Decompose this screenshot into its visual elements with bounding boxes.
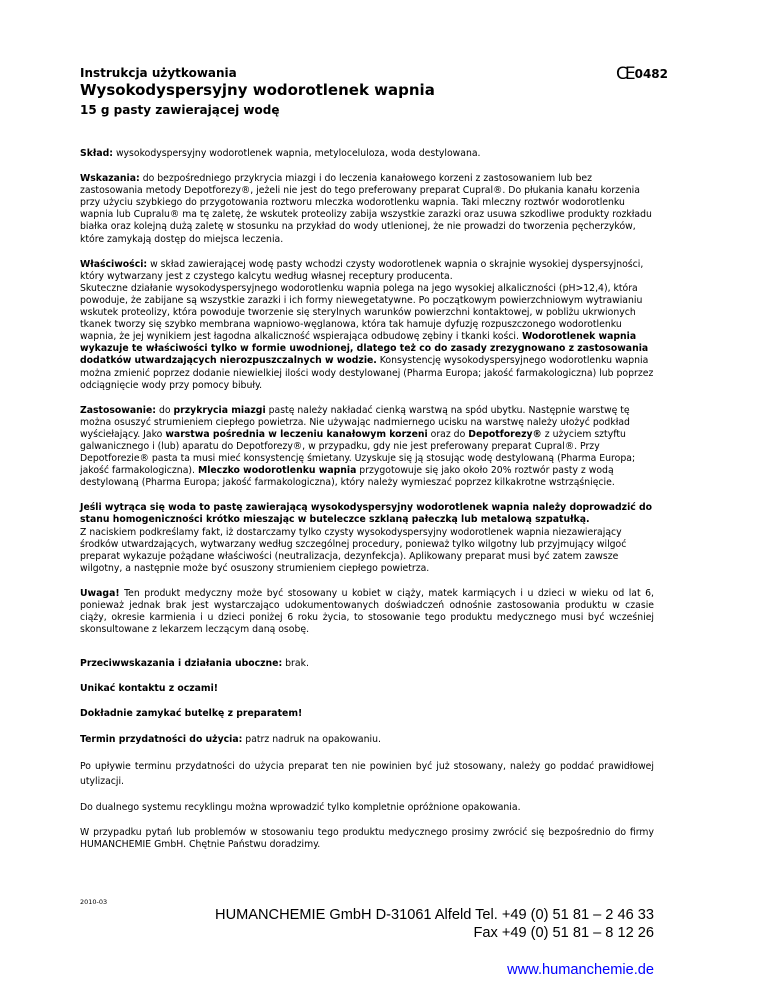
wlasciwosci-label: Właściwości: xyxy=(80,258,148,270)
document-subtitle: 15 g pasty zawierającej wodę xyxy=(80,103,280,117)
section-recykling: Do dualnego systemu recyklingu można wprowadzić tylko kompletnie opróżnione opakowania. xyxy=(80,801,521,813)
sklad-label: Skład: xyxy=(80,148,113,159)
section-uwaga xyxy=(80,588,654,636)
wskazania-text: do bezpośredniego przykrycia miazgi i do leczenia kanałowego korzeni z zastosowaniem lub bez zastosowania metody Depotforezy®, jeżeli nie jest do tego preferowany preparat Cupral®. Do płukania kanału korzenia przy użyciu szybkiego do przygotowania roztworu mleczka wodorotlenku wapnia. Taki mleczny roztwór wodorotlenku wapnia lub Cupralu® ma tę zaletę, że wskutek proteolizy zabija wszystkie zarazki oraz usuwa szkodliwe produkty rozkładu białka oraz kolejną dużą zaletę w stosunku na przykład do wody utlenionej, że nie prowadzi do tworzenia pęcherzyków, które zamykają dostęp do miejsca leczenia. xyxy=(80,173,652,245)
warning-close-bottle: Dokładnie zamykać butelkę z preparatem! xyxy=(80,708,303,720)
ce-number: 0482 xyxy=(634,67,668,81)
wlasciwosci-text3: Konsystencję wysokodyspersyjnego wodorotlenku wapnia można zmienić poprzez dodanie niewielkiej ilości wody destylowanej (Pharma Europa; jakość farmakologiczna) lub poprzez odciągnięcie wody przy pomocy bibuły. xyxy=(80,355,654,391)
company-line-tel: HUMANCHEMIE GmbH D-31061 Alfeld Tel. +49 (0) 51 81 – 2 46 33 xyxy=(215,906,654,923)
zastosowanie-b3: Depotforezy® xyxy=(468,428,542,440)
document-date: 2010-03 xyxy=(80,898,108,906)
warning-eyes: Unikać kontaktu z oczami! xyxy=(80,683,219,695)
section-pytania: W przypadku pytań lub problemów w stosowaniu tego produktu medycznego prosimy zwrócić się bezpośrednio do firmy HUMANCHEMIE GmbH. Chętnie Państwu doradzimy. xyxy=(80,826,654,850)
przeciw-text: brak. xyxy=(282,658,309,670)
wlasciwosci-bold: Wodorotlenek wapnia wykazuje te właściwości tylko w formie uwodnionej, dlatego też co do zasady zrezygnowano z zastosowania dodatków utwardzających nierozpuszczalnych w wodzie. xyxy=(80,331,649,367)
company-contact xyxy=(80,906,654,942)
zastosowanie-b2: warstwa pośrednia w leczeniu kanałowym korzeni xyxy=(165,428,428,440)
przeciw-label: Przeciwwskazania i działania uboczne: xyxy=(80,658,283,670)
zastosowanie-t4: z użyciem sztyftu galwanicznego i (lub) aparatu do Depotforezy®, w przypadku, gdy nie jest preferowany preparat Cupral®. Przy Depotforezie® pasta ta musi mieć konsystencję śmietany. Uzyskuje się ją stosując wodę destylowaną (Pharma Europa; jakość farmakologiczna). xyxy=(80,428,636,477)
company-line-fax: Fax +49 (0) 51 81 – 8 12 26 xyxy=(473,924,654,941)
section-wskazania xyxy=(80,173,654,246)
woda-bold: Jeśli wytrąca się woda to pastę zawierającą wysokodyspersyjny wodorotlenek wapnia należy doprowadzić do stanu homogeniczności krótko mieszając w buteleczce szklaną pałeczką lub metalową szpatułką. xyxy=(80,502,653,526)
termin-text: patrz nadruk na opakowaniu. xyxy=(242,733,381,745)
company-website-link[interactable]: www.humanchemie.de xyxy=(507,961,654,978)
wlasciwosci-text2: Skuteczne działanie wysokodyspersyjnego wodorotlenku wapnia polega na jego wysokiej alkaliczności (pH>12,4), która powoduje, że zabijane są wszystkie zarazki i ich formy niewegetatywne. Po początkowym powierzchniowym wytrawianiu wskutek proteolizy, która powoduje tworzenie się sterylnych warunków powierzchni kontaktowej, w pobliżu ukrwionych tkanek tworzy się szybko membrana wapniowo-węglanowa, która tak hamuje dyfuzję rozpuszczonego wodorotlenku wapnia, że jej wynikiem jest łagodna alkaliczność wspierająca odbudowę zębiny i tkanki kości. xyxy=(80,282,643,343)
document-header xyxy=(80,66,654,118)
termin-label: Termin przydatności do użycia: xyxy=(80,733,243,745)
woda-text: Z naciskiem podkreślamy fakt, iż dostarczamy tylko czysty wysokodyspersyjny wodorotlenek wapnia niezawierający środków utwardzających, wytwarzany według szczególnej procedury, ponieważ tylko wilgotny lub przyjmujący wilgoć preparat wykazuje pożądane właściwości (neutralizacja, dezynfekcja). Aplikowany preparat musi być zatem zawsze wilgotny, a następnie może być osuszony strumieniem ciepłego powietrza. xyxy=(80,526,627,574)
zastosowanie-b1: przykrycia miazgi xyxy=(173,404,266,416)
uwaga-label: Uwaga! xyxy=(80,587,120,599)
zastosowanie-label: Zastosowanie: xyxy=(80,404,156,416)
wlasciwosci-text1: w skład zawierającej wodę pasty wchodzi czysty wodorotlenek wapnia o skrajnie wysokiej dyspersyjności, który wytwarzany jest z czystego kalcytu według własnej receptury producenta. xyxy=(80,258,644,282)
wskazania-label: Wskazania: xyxy=(80,173,140,185)
header-label: Instrukcja użytkowania xyxy=(80,66,237,80)
zastosowanie-t3: oraz do xyxy=(427,428,469,440)
section-termin xyxy=(80,734,654,746)
section-woda xyxy=(80,502,654,575)
section-sklad xyxy=(80,148,654,160)
section-wlasciwosci xyxy=(80,259,654,392)
ce-marking xyxy=(616,64,668,84)
section-zastosowanie xyxy=(80,405,654,490)
uwaga-text: Ten produkt medyczny może być stosowany u kobiet w ciąży, matek karmiących i u dzieci w wieku od lat 6, ponieważ jednak brak jest wystarczająco udokumentowanych doświadczeń odnośnie zastosowania produktu w czasie ciąży, okresie karmienia i u dzieci poniżej 6 roku życia, to stosowanie tego produktu medycznego musi być wcześniej skonsultowane z lekarzem leczącym daną osobę. xyxy=(80,587,654,636)
ce-mark-icon: CE xyxy=(615,64,633,84)
zastosowanie-t5: przygotowuje się jako około 20% roztwór pasty z wodą destylowaną (Pharma Europa; jakość farmakologiczna), który należy wymieszać poprzez kilkakrotne wstrząśnięcie. xyxy=(80,465,615,489)
document-title: Wysokodyspersyjny wodorotlenek wapnia xyxy=(80,81,435,99)
section-po-uplywie: Po upływie terminu przydatności do użycia preparat ten nie powinien być już stosowany, należy go poddać prawidłowej utylizacji. xyxy=(80,760,654,787)
section-przeciwwskazania xyxy=(80,658,654,670)
zastosowanie-t2: pastę należy nakładać cienką warstwą na spód ubytku. Następnie warstwę tę można osuszyć strumieniem ciepłego powietrza. Nie używając nadmiernego ucisku na warstwę należy ułożyć podkład wyściełający. Jako xyxy=(80,404,630,440)
zastosowanie-t1: do xyxy=(156,404,174,416)
zastosowanie-b4: Mleczko wodorotlenku wapnia xyxy=(197,465,357,477)
sklad-text: wysokodyspersyjny wodorotlenek wapnia, metyloceluloza, woda destylowana. xyxy=(112,148,481,159)
